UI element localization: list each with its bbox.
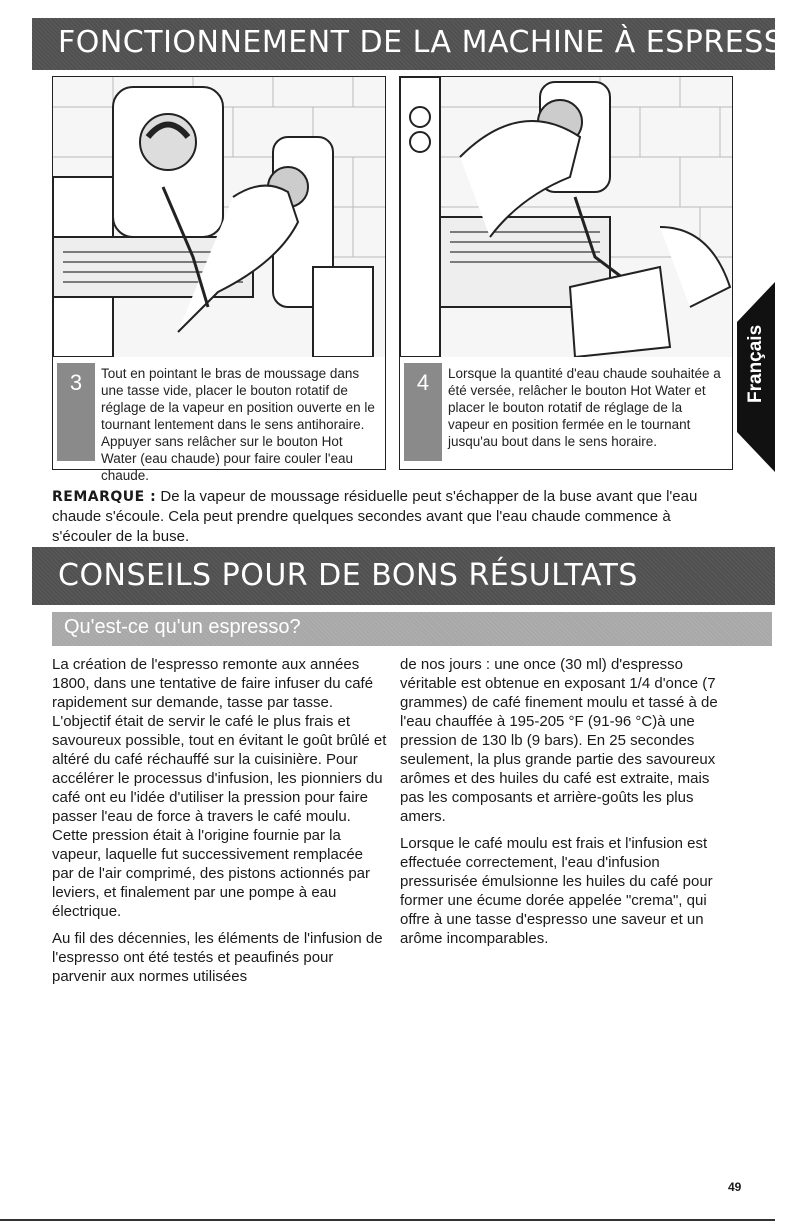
- paragraph: de nos jours : une once (30 ml) d'espresso véritable est obtenue en exposant 1/4 d'once (7 grammes) de café finement moulu et tassé à de l'eau chauffée à 195-205 °F (91-96 °C)à une pression de 130 lb (9 bars). En 25 secondes seulement, la plus grande partie des savoureux arômes et des huiles du café est extraite, mais pas les composants et arrière-goûts les plus amers.: [400, 656, 718, 825]
- paragraph: Lorsque le café moulu est frais et l'infusion est effectuée correctement, l'eau d'infusion pressurisée émulsionne les huiles du café pour former une écume dorée appelée "crema", qui offre à une tasse d'espresso une saveur et un arôme incomparables.: [400, 835, 713, 947]
- text-column-right: [400, 655, 735, 956]
- step-panel-4: [399, 76, 733, 470]
- subsection-title: Qu'est-ce qu'un espresso?: [64, 616, 301, 638]
- illustration-steam-knob-open: [53, 77, 385, 357]
- subsection-header: [52, 612, 772, 646]
- section-banner: [32, 18, 807, 70]
- section-title: CONSEILS POUR DE BONS RÉSULTATS: [58, 558, 638, 593]
- paragraph: Au fil des décennies, les éléments de l'infusion de l'espresso ont été testés et peaufinés pour parvenir aux normes utilisées: [52, 930, 383, 985]
- illustration-steam-knob-close: [400, 77, 732, 357]
- step-panel-3: [52, 76, 386, 483]
- step-3: [53, 357, 385, 483]
- page-number: 49: [728, 1180, 742, 1194]
- section-banner: [32, 547, 775, 605]
- step-instruction: Tout en pointant le bras de moussage dans une tasse vide, placer le bouton rotatif de réglage de la vapeur en position ouverte en le tournant lentement dans le sens antihoraire. Appuyer sans relâcher sur le bouton Hot Water (eau chaude) pour faire couler l'eau chaude.: [101, 366, 375, 483]
- remark-note: [52, 487, 732, 547]
- remark-label: REMARQUE :: [52, 489, 157, 505]
- language-label: [745, 373, 767, 403]
- step-instruction: Lorsque la quantité d'eau chaude souhaitée a été versée, relâcher le bouton Hot Water et placer le bouton rotatif de réglage de la vapeur en position fermée en le tournant jusqu'au bout dans le sens horaire.: [448, 366, 721, 449]
- text-column-left: [52, 655, 387, 994]
- remark-text: De la vapeur de moussage résiduelle peut s'échapper de la buse avant que l'eau chaude s'écoule. Cela peut prendre quelques secondes avant que l'eau chaude commence à s'écouler de la buse.: [52, 488, 698, 545]
- step-number: 3: [57, 363, 95, 461]
- language-tab: [737, 282, 775, 472]
- step-4: [400, 357, 732, 469]
- page-title: FONCTIONNEMENT DE LA MACHINE À ESPRESSO: [58, 25, 807, 60]
- step-number: 4: [404, 363, 442, 461]
- paragraph: La création de l'espresso remonte aux années 1800, dans une tentative de faire infuser du café rapidement sur demande, tasse par tasse. L'objectif était de servir le café le plus frais et savoureux possible, tout en évitant le goût brûlé et altéré du café réchauffé sur la cuisinière. Pour accélérer le processus d'infusion, les pionniers du café ont eu l'idée d'utiliser la pression pour faire passer l'eau de force à travers le café moulu. Cette pression était à l'origine fournie par la vapeur, laquelle fut successivement remplacée par de l'air comprimé, des pistons actionnés par leviers, et finalement par une pompe à eau électrique.: [52, 656, 387, 920]
- footer-rule: [0, 1219, 775, 1221]
